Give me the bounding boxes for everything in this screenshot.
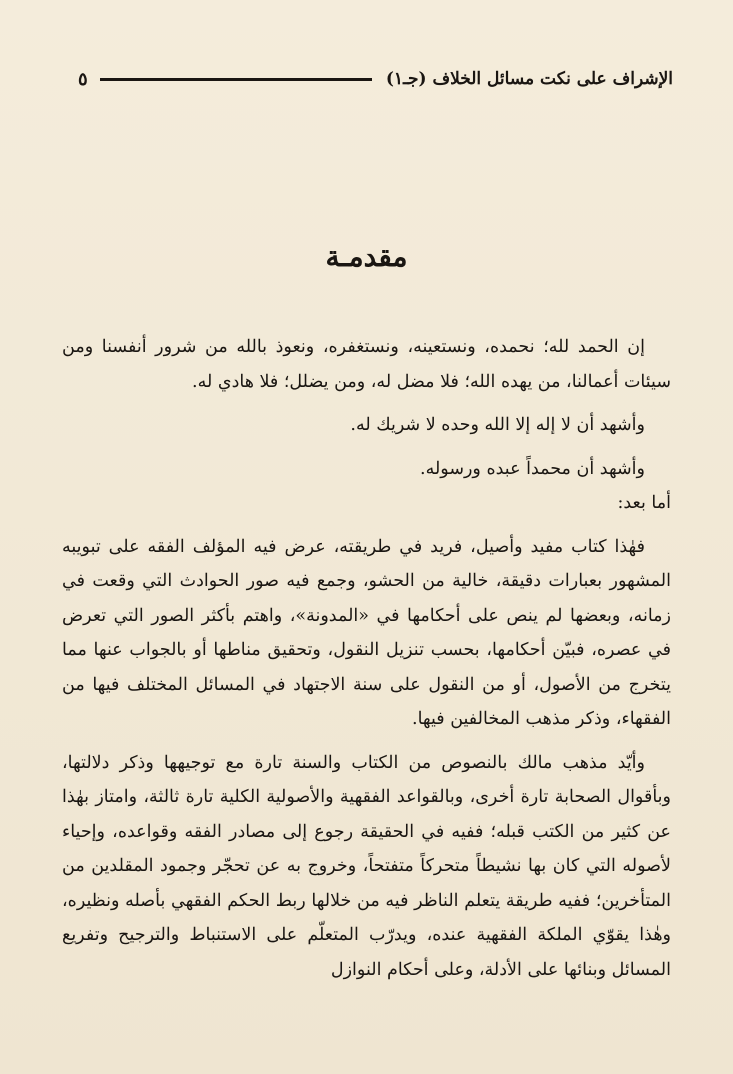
body-text <box>62 330 671 987</box>
running-header <box>78 62 673 96</box>
paragraph-amma-baad: أما بعد: <box>617 493 671 513</box>
paragraph-shahada-2: وأشهد أن محمداً عبده ورسوله. <box>420 458 645 479</box>
paragraph-madhhab-support: وأيّد مذهب مالك بالنصوص من الكتاب والسنة تارة مع توجيهها وذكر دلالتها، وبأقوال الصحابة تارة أخرى، وبالقواعد الفقهية والأصولية الكلية تارة ثالثة، وامتاز بهٰذا عن كثير من الكتب قبله؛ ففيه في الحقيقة رجوع إلى مصادر الفقه وقواعده، وإحياء لأصوله التي كان بها نشيطاً متحركاً متفتحاً، وخروج به عن تحجّر وجمود المقلدين من المتأخرين؛ ففيه طريقة يتعلم الناظر فيه من خلالها ربط الحكم الفقهي بأصله ونظيره، وهٰذا يقوّي الملكة الفقهية عنده، ويدرّب المتعلّم على الاستنباط والترجيح وتفريع المسائل وبنائها على الأدلة، وعلى أحكام النوازل <box>62 752 671 980</box>
paragraph-opening-praise: إن الحمد لله؛ نحمده، ونستعينه، ونستغفره، ونعوذ بالله من شرور أنفسنا ومن سيئات أعمالنا، من يهده الله؛ فلا مضل له، ومن يضلل؛ فلا هادي له. <box>62 337 671 392</box>
paragraph-shahada-1: وأشهد أن لا إله إلا الله وحده لا شريك له. <box>350 415 645 435</box>
header-rule <box>100 78 372 81</box>
section-title: مقدمـة <box>325 240 408 273</box>
running-header-title: الإشراف على نكت مسائل الخلاف (جـ١) <box>385 69 673 89</box>
page-number: ٥ <box>78 68 88 90</box>
paragraph-book-description: فهٰذا كتاب مفيد وأصيل، فريد في طريقته، عرض فيه المؤلف الفقه على تبويبه المشهور بعبارات دقيقة، خالية من الحشو، وجمع فيه صور الحوادث التي وقعت في زمانه، وبعضها لم ينص على أحكامها في «المدونة»، واهتم بأكثر الصور التي تعرض في عصره، فبيّن أحكامها، بحسب تنزيل النقول، وتحقيق مناطها أو بالجواب عنها مما يتخرج من الأصول، أو من النقول على سنة الاجتهاد في المسائل المختلف فيها من الفقهاء، وذكر مذهب المخالفين فيها. <box>62 536 671 729</box>
